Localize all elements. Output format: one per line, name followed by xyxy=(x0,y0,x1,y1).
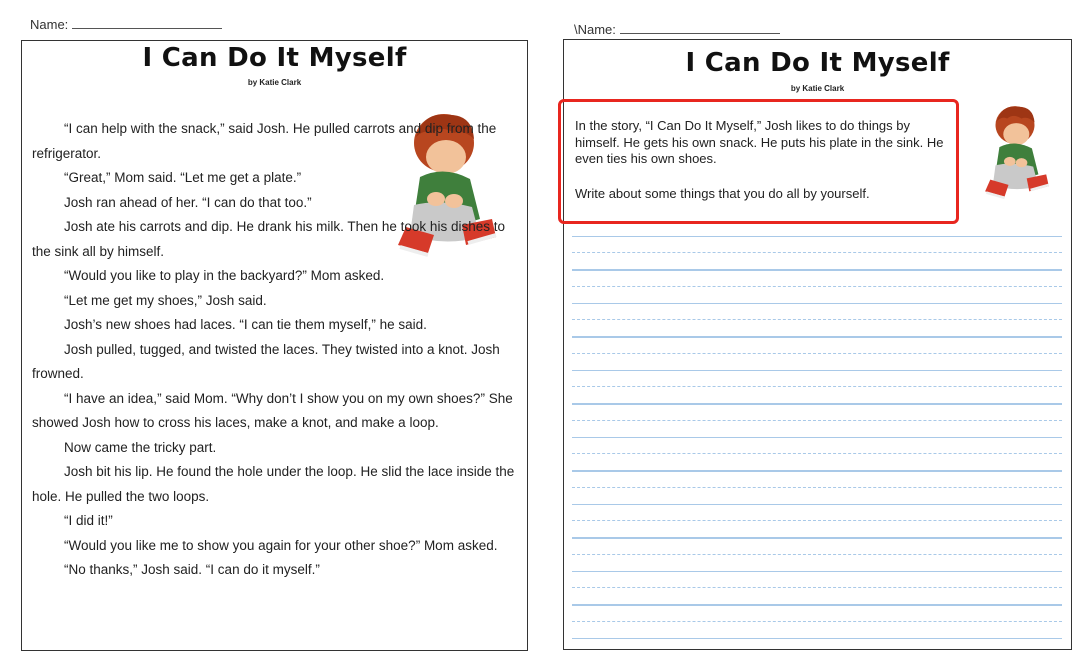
story-paragraph: Now came the tricky part. xyxy=(64,439,217,455)
handwriting-line[interactable] xyxy=(572,605,1062,639)
handwriting-line-mid xyxy=(572,319,1062,320)
story-paragraph: “I have an idea,” said Mom. “Why don’t I show you on my own shoes?” She showed Josh how to cross his laces, make a knot, and make a loop. xyxy=(32,390,513,430)
right-name-field xyxy=(574,22,780,37)
handwriting-line[interactable] xyxy=(572,236,1062,270)
right-name-label: \Name: xyxy=(574,22,616,37)
story-paragraph: “I did it!” xyxy=(64,513,113,528)
story-page xyxy=(21,40,528,651)
handwriting-line-base xyxy=(572,638,1062,639)
writing-byline: by Katie Clark xyxy=(790,84,845,93)
right-name-blank[interactable] xyxy=(620,33,780,34)
story-byline: by Katie Clark xyxy=(247,78,302,87)
handwriting-line-top xyxy=(572,236,1062,237)
handwriting-line-top xyxy=(572,370,1062,371)
story-title: I Can Do It Myself xyxy=(142,43,407,73)
story-paragraph: “Great,” Mom said. “Let me get a plate.” xyxy=(64,170,302,185)
handwriting-line-top xyxy=(572,571,1062,572)
handwriting-line[interactable] xyxy=(572,471,1062,505)
handwriting-line[interactable] xyxy=(572,337,1062,371)
writing-lines-area[interactable] xyxy=(572,236,1062,638)
writing-page xyxy=(563,39,1072,650)
story-paragraph: “No thanks,” Josh said. “I can do it myself.” xyxy=(64,562,320,577)
story-paragraph: “Would you like to play in the backyard?” Mom asked. xyxy=(64,268,385,283)
handwriting-line-top xyxy=(572,404,1062,405)
handwriting-line-mid xyxy=(572,487,1062,488)
story-paragraph: Josh’s new shoes had laces. “I can tie them myself,” he said. xyxy=(64,317,427,332)
handwriting-line-mid xyxy=(572,420,1062,421)
left-name-label: Name: xyxy=(30,17,69,32)
handwriting-line-top xyxy=(572,471,1062,472)
handwriting-line-top xyxy=(572,504,1062,505)
story-paragraph: “Would you like me to show you again for your other shoe?” Mom asked. xyxy=(64,537,498,553)
handwriting-line-top xyxy=(572,337,1062,338)
story-paragraph: “Let me get my shoes,” Josh said. xyxy=(64,292,267,308)
handwriting-line-top xyxy=(572,437,1062,438)
story-paragraph: Josh ate his carrots and dip. He drank his milk. Then he took his dishes to the sink all by himself. xyxy=(32,219,505,259)
handwriting-line[interactable] xyxy=(572,370,1062,404)
handwriting-line-mid xyxy=(572,587,1062,588)
handwriting-line-mid xyxy=(572,353,1062,354)
story-paragraph: Josh ran ahead of her. “I can do that too.” xyxy=(64,194,312,210)
story-text xyxy=(32,117,522,583)
handwriting-line-top xyxy=(572,538,1062,539)
handwriting-line[interactable] xyxy=(572,504,1062,538)
handwriting-line[interactable] xyxy=(572,571,1062,605)
handwriting-line[interactable] xyxy=(572,538,1062,572)
handwriting-line-mid xyxy=(572,453,1062,454)
handwriting-line[interactable] xyxy=(572,270,1062,304)
handwriting-line-mid xyxy=(572,386,1062,387)
handwriting-line-mid xyxy=(572,252,1062,253)
left-name-blank[interactable] xyxy=(72,28,222,29)
boy-tying-shoes-small-illustration xyxy=(976,98,1054,206)
handwriting-line-mid xyxy=(572,621,1062,622)
handwriting-line-mid xyxy=(572,520,1062,521)
handwriting-line[interactable] xyxy=(572,404,1062,438)
writing-title: I Can Do It Myself xyxy=(685,48,950,78)
handwriting-line-top xyxy=(572,270,1062,271)
story-paragraph: Josh bit his lip. He found the hole under the loop. He slid the lace inside the hole. He pulled the two loops. xyxy=(32,464,515,504)
writing-prompt-summary: In the story, “I Can Do It Myself,” Josh likes to do things by himself. He gets his own snack. He puts his plate in the sink. He even ties his own shoes. xyxy=(575,118,944,166)
writing-prompt-highlight-box xyxy=(558,99,959,224)
story-paragraph: Josh pulled, tugged, and twisted the laces. They twisted into a knot. Josh frowned. xyxy=(32,341,500,381)
story-paragraph: “I can help with the snack,” said Josh. He pulled carrots and dip from the refrigerator. xyxy=(32,121,497,161)
handwriting-line-top xyxy=(572,303,1062,304)
writing-prompt-instruction: Write about some things that you do all by yourself. xyxy=(575,185,870,201)
writing-prompt xyxy=(575,118,951,202)
handwriting-line[interactable] xyxy=(572,437,1062,471)
handwriting-line-mid xyxy=(572,554,1062,555)
handwriting-line[interactable] xyxy=(572,303,1062,337)
handwriting-line-mid xyxy=(572,286,1062,287)
left-name-field xyxy=(30,17,222,32)
handwriting-line-top xyxy=(572,605,1062,606)
